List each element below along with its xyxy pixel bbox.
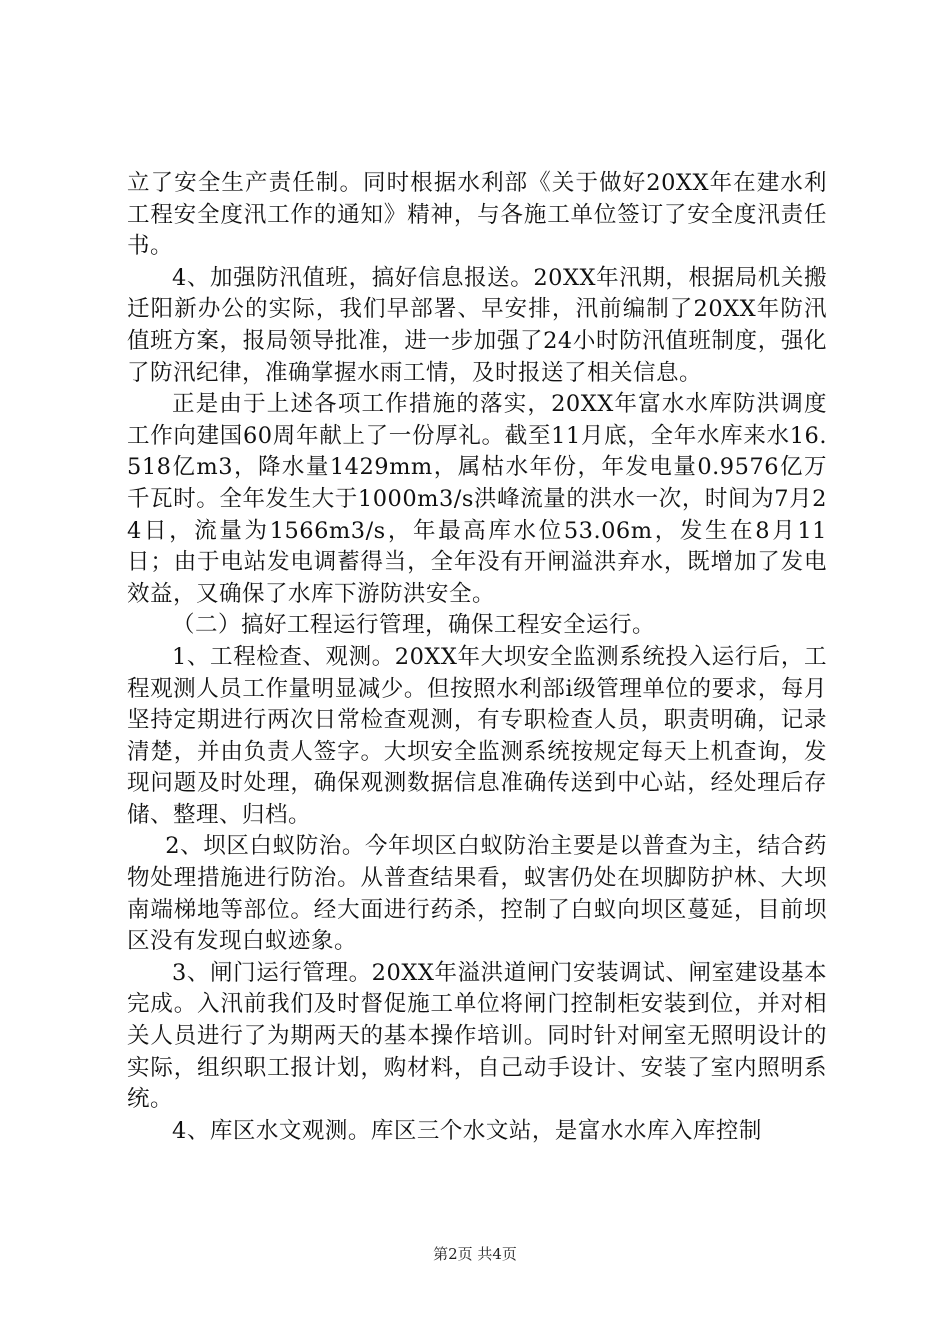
paragraph-inspection-observation: 1、工程检查、观测。20XX年大坝安全监测系统投入运行后，工程观测人员工作量明显减少。但按照水利部ⅰ级管理单位的要求，每月坚持定期进行两次日常检查观测，有专职检查人员，职责明确，记录清楚，并由负责人签字。大坝安全监测系统按规定每天上机查询，发现问题及时处理，确保观测数据信息准确传送到中心站，经处理后存储、整理、归档。 [127,643,827,828]
paragraph-flood-duty: 4、加强防汛值班，搞好信息报送。20XX年汛期，根据局机关搬迁阳新办公的实际，我们早部署、早安排，汛前编制了20XX年防汛值班方案，报局领导批准，进一步加强了24小时防汛值班制度，强化了防汛纪律，准确掌握水雨工情，及时报送了相关信息。 [127,264,827,386]
section-heading-operation-management: （二）搞好工程运行管理，确保工程安全运行。 [172,612,656,639]
paragraph-termite-control: 2、坝区白蚁防治。今年坝区白蚁防治主要是以普查为主，结合药物处理措施进行防治。从普查结果看，蚁害仍处在坝脚防护林、大坝南端梯地等部位。经大面进行药杀，控制了白蚁向坝区蔓延，目前坝区没有发现白蚁迹象。 [127,833,827,955]
paragraph-safety-responsibility: 立了安全生产责任制。同时根据水利部《关于做好20XX年在建水利工程安全度汛工作的通知》精神，与各施工单位签订了安全度汛责任书。 [127,170,827,260]
paragraph-flood-results: 正是由于上述各项工作措施的落实，20XX年富水水库防洪调度工作向建国60周年献上了一份厚礼。截至11月底，全年水库来水16.518亿m3，降水量1429mm，属枯水年份，年发电量0.9576亿万千瓦时。全年发生大于1000m3/s洪峰流量的洪水一次，时间为7月24日，流量为1566m3/s，年最高库水位53.06m，发生在8月11日；由于电站发电调蓄得当，全年没有开闸溢洪弃水，既增加了发电效益，又确保了水库下游防洪安全。 [127,391,827,607]
page-number-footer: 第2页 共4页 [433,1245,517,1263]
paragraph-gate-operation: 3、闸门运行管理。20XX年溢洪道闸门安装调试、闸室建设基本完成。入汛前我们及时督促施工单位将闸门控制柜安装到位，并对相关人员进行了为期两天的基本操作培训。同时针对闸室无照明设计的实际，组织职工报计划，购材料，自己动手设计、安装了室内照明系统。 [127,959,827,1113]
paragraph-hydrological-observation: 4、库区水文观测。库区三个水文站，是富水水库入库控制 [172,1117,762,1144]
document-body [127,168,827,1147]
